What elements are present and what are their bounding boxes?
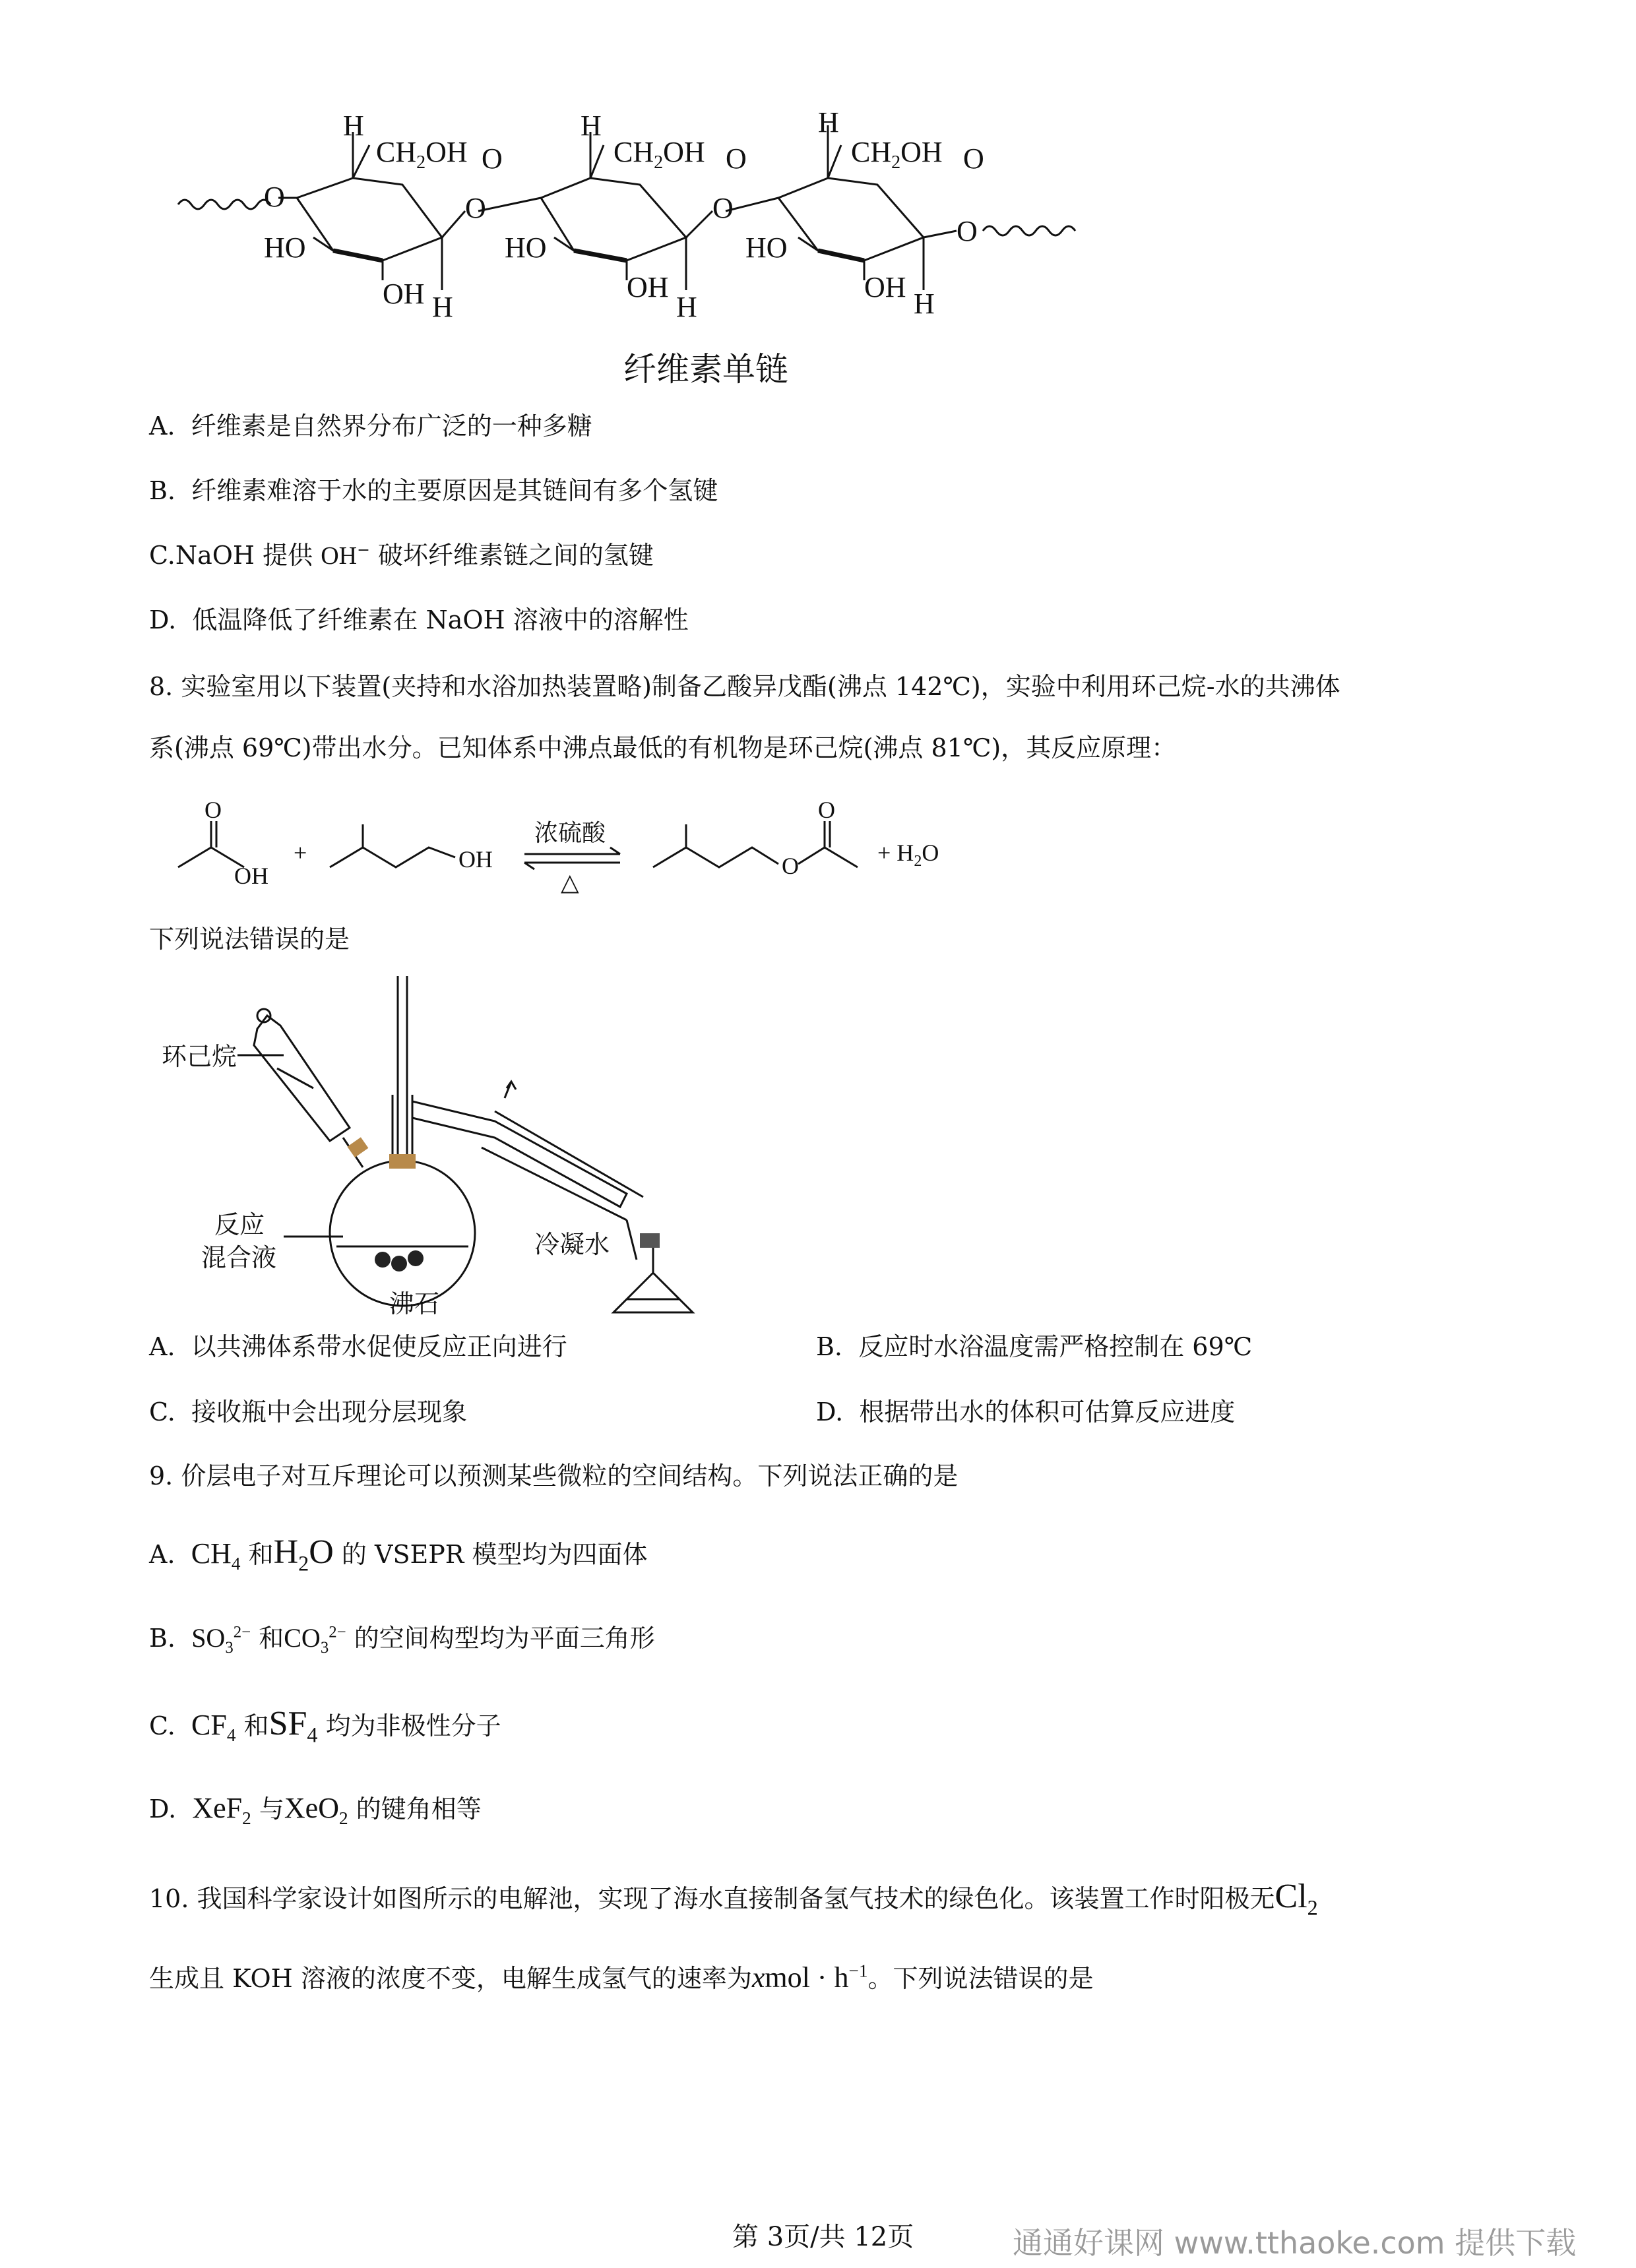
q7-option-b: B. 纤维素难溶于水的主要原因是其链间有多个氢键: [149, 476, 718, 505]
svg-text:OH: OH: [458, 846, 493, 873]
svg-text:O: O: [712, 192, 734, 224]
q10-stem-line2: 生成且 KOH 溶液的浓度不变，电解生成氢气的速率为xmol · $h^{-1}$。下列说法错误的是: [149, 1961, 1094, 1994]
svg-text:+: +: [294, 840, 307, 866]
q7-option-d: D. 低温降低了纤维素在 NaOH 溶液中的溶解性: [149, 605, 689, 634]
page-number: 第 3页/共 12页: [732, 2222, 914, 2252]
svg-text:冷凝水: 冷凝水: [534, 1231, 610, 1259]
svg-text:H: H: [432, 291, 453, 323]
q9-option-b: B. $SO_3^{2-}$ 和$CO_3^{2-}$ 的空间构型均为平面三角形: [149, 1623, 655, 1657]
q10-stem-line1: 10. 我国科学家设计如图所示的电解池，实现了海水直接制备氢气技术的绿色化。该装置工作时阳极无$Cl_2$: [149, 1878, 1318, 1920]
svg-text:浓硫酸: 浓硫酸: [534, 820, 606, 846]
svg-text:OH: OH: [864, 271, 906, 303]
svg-text:H: H: [818, 106, 839, 138]
svg-text:H: H: [581, 109, 602, 142]
svg-text:O: O: [818, 797, 835, 823]
svg-text:OH: OH: [383, 278, 425, 310]
svg-text:△: △: [561, 869, 579, 896]
q8-option-d: D. 根据带出水的体积可估算反应进度: [816, 1397, 1236, 1426]
svg-text:混合液: 混合液: [201, 1244, 277, 1272]
svg-text:H: H: [676, 291, 697, 323]
q9-option-c: C. $CF_4$ 和$SF_4$ 均为非极性分子: [149, 1705, 501, 1747]
svg-text:HO: HO: [505, 231, 547, 264]
svg-text:HO: HO: [745, 231, 788, 264]
svg-text:O: O: [782, 853, 799, 879]
q9-stem: 9. 价层电子对互斥理论可以预测某些微粒的空间结构。下列说法正确的是: [149, 1461, 959, 1490]
atom-H: H: [343, 109, 364, 142]
cellulose-structure-diagram: [165, 106, 1286, 343]
q7-option-a: A. 纤维素是自然界分布广泛的一种多糖: [149, 412, 592, 441]
svg-text:OH: OH: [627, 271, 669, 303]
q8-stem-line1: 8. 实验室用以下装置(夹持和水浴加热装置略)制备乙酸异戊酯(沸点 142℃)，实验中利用环己烷-水的共沸体: [149, 672, 1340, 701]
q9-option-a: A. $CH_4$ 和$H_2O$ 的 VSEPR 模型均为四面体: [149, 1533, 648, 1576]
q8-stem-line2: 系(沸点 69℃)带出水分。已知体系中沸点最低的有机物是环己烷(沸点 81℃)，其反应原理：: [149, 733, 1177, 762]
svg-text:O: O: [465, 192, 486, 224]
svg-text:O: O: [726, 142, 747, 175]
q8-option-b: B. 反应时水浴温度需严格控制在 69℃: [816, 1332, 1253, 1361]
q7-option-c: C.NaOH 提供 OH− 破坏纤维素链之间的氢键: [149, 540, 654, 570]
svg-text:H: H: [914, 288, 935, 320]
svg-text:HO: HO: [264, 231, 306, 264]
svg-text:反应: 反应: [214, 1211, 265, 1239]
svg-text:CH2OH: $CH_2OH$: [376, 136, 468, 173]
svg-text:+ H2O: + $H_2O$: [877, 840, 939, 870]
svg-text:O: O: [963, 142, 984, 175]
q8-option-c: C. 接收瓶中会出现分层现象: [149, 1397, 467, 1426]
svg-text:环己烷: 环己烷: [162, 1043, 237, 1071]
esterification-reaction-diagram: [165, 791, 1022, 897]
q8-option-a: A. 以共沸体系带水促使反应正向进行: [149, 1332, 567, 1361]
q8-prompt: 下列说法错误的是: [149, 925, 350, 954]
atom-O: O: [264, 181, 285, 213]
watermark: 通通好课网 www.tthaoke.com 提供下载: [1013, 2225, 1577, 2261]
cellulose-caption: 纤维素单链: [623, 350, 788, 388]
svg-text:O: O: [482, 142, 503, 175]
svg-text:O: O: [204, 797, 222, 823]
q9-option-d: D. XeF$_2$ 与XeO$_2$ 的键角相等: [149, 1792, 482, 1828]
svg-text:OH: OH: [234, 863, 268, 889]
distillation-apparatus-diagram: [152, 969, 719, 1326]
svg-text:CH2OH: $CH_2OH$: [851, 136, 943, 173]
svg-text:CH2OH: $CH_2OH$: [614, 136, 705, 173]
svg-text:沸石: 沸石: [389, 1291, 440, 1318]
svg-text:O: O: [957, 215, 978, 247]
